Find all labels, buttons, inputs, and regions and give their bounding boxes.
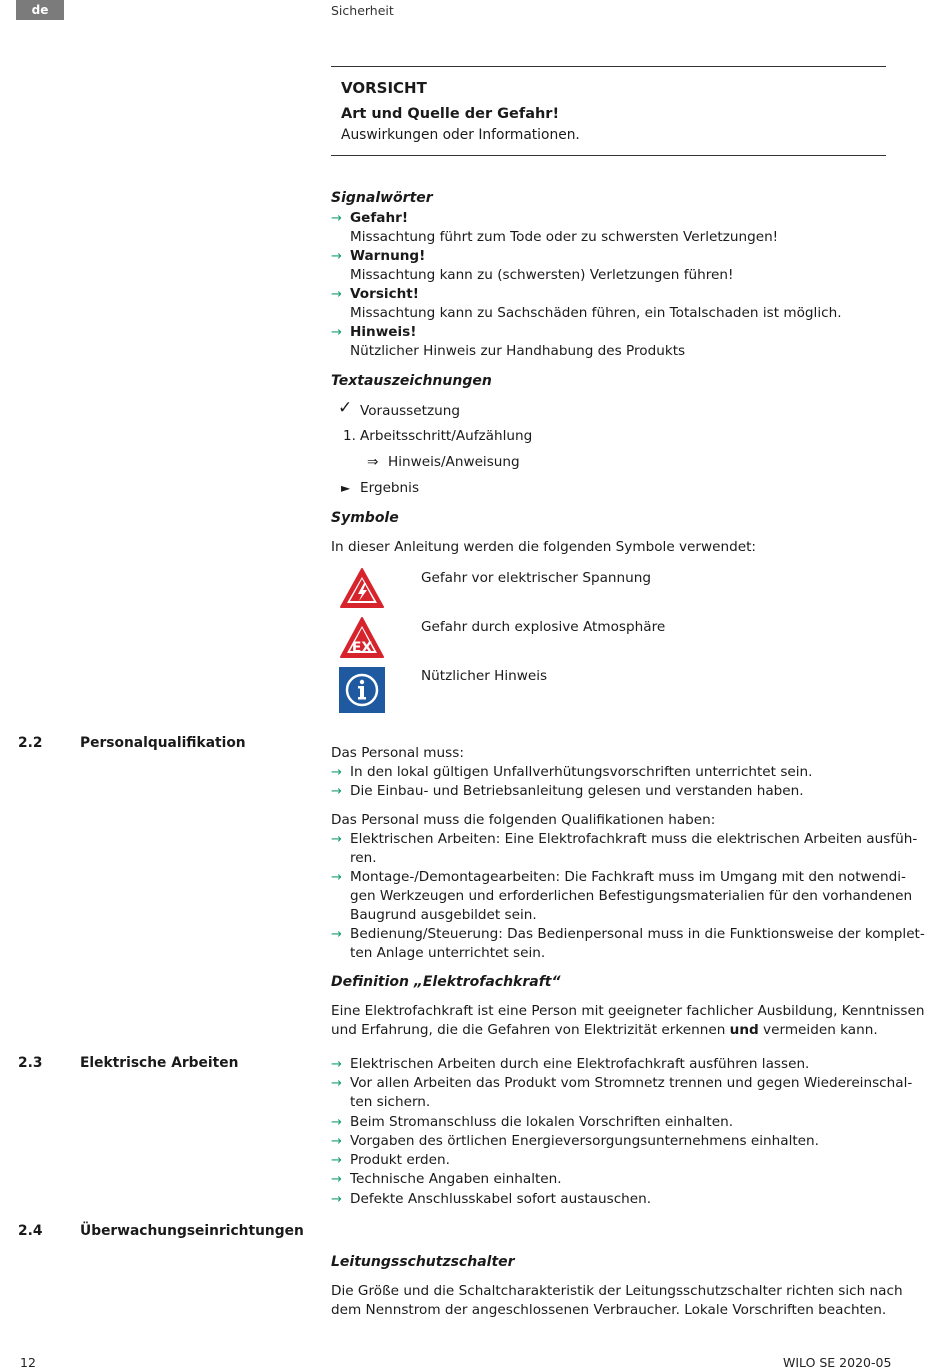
signalword-desc: Missachtung kann zu Sachschäden führen, ein Totalschaden ist möglich. xyxy=(350,305,842,321)
list-item-text: Elektrischen Arbeiten durch eine Elektrofachkraft ausführen lassen. xyxy=(350,1056,810,1072)
signalword-item xyxy=(331,285,419,304)
list-item xyxy=(331,782,804,801)
definition-text xyxy=(331,1021,878,1040)
footer-company: WILO SE 2020-05 xyxy=(783,1355,892,1369)
language-tab: de xyxy=(16,0,64,20)
arrow-icon: → xyxy=(331,1057,342,1072)
arrow-icon: → xyxy=(331,1192,342,1207)
list-item xyxy=(331,763,812,782)
section-title: Überwachungseinrichtungen xyxy=(80,1223,304,1239)
list-item xyxy=(331,1113,733,1132)
list-item xyxy=(331,1055,809,1074)
list-item-text: Montage-/Demontagearbeiten: Die Fachkraft muss im Umgang mit den notwendi- xyxy=(350,869,906,885)
signalwords-heading: Signalwörter xyxy=(331,190,433,206)
signalword-item xyxy=(331,247,425,266)
list-item-text: In den lokal gültigen Unfallverhütungsvorschriften unterrichtet sein. xyxy=(350,764,813,780)
electric-hazard-icon xyxy=(339,567,385,611)
list-item xyxy=(331,1190,651,1209)
implication-arrow-icon: ⇒ xyxy=(367,454,379,470)
arrow-icon: → xyxy=(331,211,342,226)
circuit-breaker-text: Die Größe und die Schaltcharakteristik der Leitungsschutzschalter richten sich nach xyxy=(331,1283,903,1299)
signalword-label: Vorsicht! xyxy=(350,286,420,302)
running-header: Sicherheit xyxy=(331,3,394,18)
arrow-icon: → xyxy=(331,927,342,942)
circuit-breaker-heading: Leitungsschutzschalter xyxy=(331,1254,515,1270)
step-text: Arbeitsschritt/Aufzählung xyxy=(360,428,533,444)
arrow-icon: → xyxy=(331,765,342,780)
list-item-continuation: ren. xyxy=(350,850,377,866)
note-text: Hinweis/Anweisung xyxy=(388,454,520,470)
arrow-icon: → xyxy=(331,1153,342,1168)
explosion-hazard-label: Gefahr durch explosive Atmosphäre xyxy=(421,619,666,635)
info-label: Nützlicher Hinweis xyxy=(421,668,548,684)
definition-emphasis: und xyxy=(729,1022,759,1038)
signalword-item xyxy=(331,323,416,342)
definition-text-part: vermeiden kann. xyxy=(758,1022,878,1038)
arrow-icon: → xyxy=(331,1172,342,1187)
list-item xyxy=(331,1170,562,1189)
list-item xyxy=(331,1151,450,1170)
signalword-label: Warnung! xyxy=(350,248,426,264)
arrow-icon: → xyxy=(331,870,342,885)
arrow-icon: → xyxy=(331,1076,342,1091)
page-number: 12 xyxy=(20,1355,36,1369)
list-item-text: Produkt erden. xyxy=(350,1152,450,1168)
section-title: Elektrische Arbeiten xyxy=(80,1055,239,1071)
definition-text-part: und Erfahrung, die die Gefahren von Elektrizität erkennen xyxy=(331,1022,730,1038)
list-item-continuation: gen Werkzeugen und erforderlichen Befestigungsmaterialien für den vorhandenen xyxy=(350,888,913,904)
list-item xyxy=(331,1132,819,1151)
warning-effects: Auswirkungen oder Informationen. xyxy=(341,127,580,143)
definition-text: Eine Elektrofachkraft ist eine Person mit geeigneter fachlicher Ausbildung, Kenntnissen xyxy=(331,1003,925,1019)
markup-heading: Textauszeichnungen xyxy=(331,373,492,389)
section-number: 2.2 xyxy=(18,735,43,751)
list-item-text: Defekte Anschlusskabel sofort austauschen. xyxy=(350,1191,652,1207)
arrow-icon: → xyxy=(331,287,342,302)
explosion-hazard-icon xyxy=(339,616,385,660)
list-item-text: Elektrischen Arbeiten: Eine Elektrofachkraft muss die elektrischen Arbeiten ausfüh- xyxy=(350,831,918,847)
definition-heading: Definition „Elektrofachkraft“ xyxy=(331,974,561,990)
warning-source: Art und Quelle der Gefahr! xyxy=(341,106,560,122)
list-item-continuation: ten Anlage unterrichtet sein. xyxy=(350,945,546,961)
result-triangle-icon: ► xyxy=(341,481,351,495)
list-item-text: Technische Angaben einhalten. xyxy=(350,1171,562,1187)
ex-text: EX xyxy=(351,640,373,656)
arrow-icon: → xyxy=(331,1115,342,1130)
section-title: Personalqualifikation xyxy=(80,735,246,751)
list-item-text: Vor allen Arbeiten das Produkt vom Stromnetz trennen und gegen Wiedereinschal- xyxy=(350,1075,913,1091)
arrow-icon: → xyxy=(331,832,342,847)
signalword-desc: Nützlicher Hinweis zur Handhabung des Produkts xyxy=(350,343,686,359)
section-number: 2.4 xyxy=(18,1223,43,1239)
list-item-continuation: Baugrund ausgebildet sein. xyxy=(350,907,537,923)
arrow-icon: → xyxy=(331,249,342,264)
signalword-desc: Missachtung kann zu (schwersten) Verletzungen führen! xyxy=(350,267,734,283)
personnel-intro: Das Personal muss: xyxy=(331,745,464,761)
circuit-breaker-text: dem Nennstrom der angeschlossenen Verbraucher. Lokale Vorschriften beachten. xyxy=(331,1302,887,1318)
result-text: Ergebnis xyxy=(360,480,420,496)
signalword-desc: Missachtung führt zum Tode oder zu schwersten Verletzungen! xyxy=(350,229,779,245)
symbols-heading: Symbole xyxy=(331,510,399,526)
arrow-icon: → xyxy=(331,784,342,799)
list-item-text: Bedienung/Steuerung: Das Bedienpersonal muss in die Funktionsweise der komplet- xyxy=(350,926,925,942)
signalword-label: Gefahr! xyxy=(350,210,409,226)
list-item-text: Die Einbau- und Betriebsanleitung gelesen und verstanden haben. xyxy=(350,783,804,799)
list-item xyxy=(331,925,925,944)
list-item-text: Beim Stromanschluss die lokalen Vorschriften einhalten. xyxy=(350,1114,734,1130)
checkmark-icon: ✓ xyxy=(338,398,353,418)
signalword-label: Hinweis! xyxy=(350,324,417,340)
signalword-item xyxy=(331,209,408,228)
warning-box xyxy=(331,66,886,156)
arrow-icon: → xyxy=(331,325,342,340)
prerequisite-text: Voraussetzung xyxy=(360,403,460,419)
step-number: 1. xyxy=(343,428,356,444)
list-item-continuation: ten sichern. xyxy=(350,1094,431,1110)
list-item-text: Vorgaben des örtlichen Energieversorgungsunternehmens einhalten. xyxy=(350,1133,819,1149)
section-number: 2.3 xyxy=(18,1055,43,1071)
info-icon xyxy=(339,667,385,713)
qualification-intro: Das Personal muss die folgenden Qualifikationen haben: xyxy=(331,812,716,828)
list-item xyxy=(331,868,906,887)
electric-hazard-label: Gefahr vor elektrischer Spannung xyxy=(421,570,652,586)
list-item xyxy=(331,1074,912,1093)
symbols-intro: In dieser Anleitung werden die folgenden Symbole verwendet: xyxy=(331,539,756,555)
arrow-icon: → xyxy=(331,1134,342,1149)
warning-signal-word: VORSICHT xyxy=(341,79,427,97)
list-item xyxy=(331,830,917,849)
